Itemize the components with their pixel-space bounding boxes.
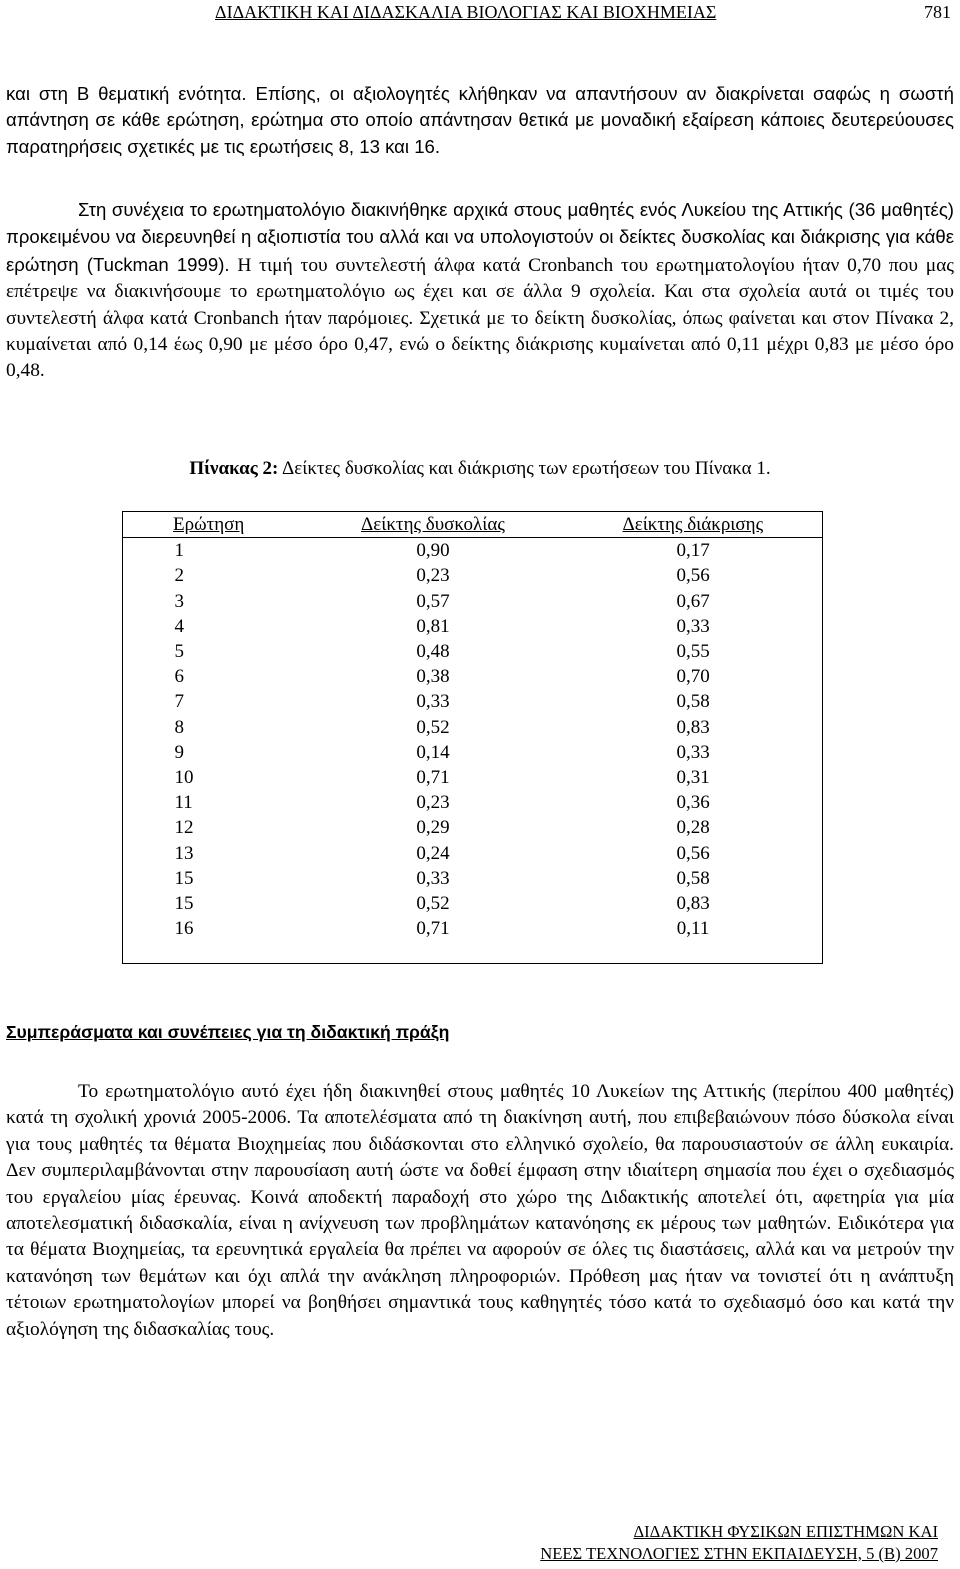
cell-difficulty: 0,48: [416, 641, 450, 663]
cell-discrimination: 0,56: [676, 842, 710, 864]
cell-discrimination: 0,33: [676, 741, 710, 763]
conclusions-heading: Συμπεράσματα και συνέπειες για τη διδακτική πράξη: [6, 1022, 450, 1042]
page-number: 781: [924, 2, 951, 22]
table-row: [123, 765, 823, 790]
table-row: [123, 840, 823, 865]
cell-question: 13: [174, 842, 194, 864]
cell-discrimination: 0,58: [676, 867, 710, 889]
cell-discrimination: 0,83: [676, 716, 710, 738]
cell-discrimination: 0,56: [676, 565, 710, 587]
cell-difficulty: 0,52: [416, 892, 450, 914]
cell-discrimination: 0,70: [676, 666, 710, 688]
table-row: [123, 589, 823, 614]
table-row: [123, 916, 823, 941]
table-header-row: [123, 512, 823, 538]
column-header-question: Ερώτηση: [123, 512, 303, 538]
table-body: [123, 538, 823, 942]
cell-question: 2: [174, 565, 184, 587]
running-header: [0, 0, 960, 30]
table-row: [123, 740, 823, 765]
cell-question: 11: [174, 792, 193, 814]
running-footer: [540, 1521, 938, 1565]
running-footer-line-1: ΔΙΔΑΚΤΙΚΗ ΦΥΣΙΚΩΝ ΕΠΙΣΤΗΜΩΝ ΚΑΙ: [633, 1522, 938, 1541]
cell-discrimination: 0,17: [676, 540, 710, 562]
indices-table: [122, 511, 823, 941]
cell-difficulty: 0,33: [416, 691, 450, 713]
cell-difficulty: 0,23: [416, 792, 450, 814]
cell-difficulty: 0,81: [416, 615, 450, 637]
cell-difficulty: 0,38: [416, 666, 450, 688]
cell-question: 8: [174, 716, 184, 738]
cell-question: 15: [174, 892, 194, 914]
cell-difficulty: 0,57: [416, 590, 450, 612]
cell-difficulty: 0,33: [416, 867, 450, 889]
cell-difficulty: 0,71: [416, 766, 450, 788]
column-header-discrimination: Δείκτης διάκρισης: [564, 512, 823, 538]
body-paragraph-2: [6, 197, 954, 385]
cell-discrimination: 0,36: [676, 792, 710, 814]
body-paragraph-1: και στη Β θεματική ενότητα. Επίσης, οι αξιολογητές κλήθηκαν να απαντήσουν αν διακρίνεται σαφώς η σωστή απάντηση σε κάθε ερώτηση, ερώτημα στο οποίο απάντησαν θετικά με μοναδική εξαίρεση κάποιες δευτερεύουσες παρατηρήσεις σχετικές με τις ερωτήσεις 8, 13 και 16.: [6, 83, 954, 157]
column-header-difficulty: Δείκτης δυσκολίας: [302, 512, 563, 538]
cell-question: 3: [174, 590, 184, 612]
table-row: [123, 614, 823, 639]
cell-discrimination: 0,28: [676, 817, 710, 839]
table-caption: [0, 458, 960, 480]
cell-question: 7: [174, 691, 184, 713]
running-footer-line-2: ΝΕΕΣ ΤΕΧΝΟΛΟΓΙΕΣ ΣΤΗΝ ΕΚΠΑΙΔΕΥΣΗ, 5 (Β) 2007: [540, 1544, 938, 1563]
cell-discrimination: 0,11: [676, 918, 710, 940]
cell-question: 9: [174, 741, 184, 763]
table-caption-text: Δείκτες δυσκολίας και διάκρισης των ερωτήσεων του Πίνακα 1.: [278, 458, 771, 479]
table-row: [123, 715, 823, 740]
table-row: [123, 538, 823, 564]
body-paragraph-2-sans-part: Στη συνέχεια το ερωτηματολόγιο διακινήθηκε αρχικά στους μαθητές ενός Λυκείου της Αττικής (36 μαθητές) προκειμένου να διερευνηθεί η αξιοπιστία του αλλά και να υπολογιστούν οι δείκτες δυσκολίας και διάκρισης για κάθε ερώτηση (Tuckman 1999).: [6, 199, 954, 275]
cell-difficulty: 0,29: [416, 817, 450, 839]
cell-question: 16: [174, 918, 194, 940]
cell-question: 6: [174, 666, 184, 688]
table-row: [123, 790, 823, 815]
cell-discrimination: 0,58: [676, 691, 710, 713]
cell-difficulty: 0,71: [416, 918, 450, 940]
cell-question: 15: [174, 867, 194, 889]
table-row: [123, 563, 823, 588]
cell-discrimination: 0,31: [676, 766, 710, 788]
table-row: [123, 639, 823, 664]
cell-question: 1: [174, 540, 184, 562]
cell-discrimination: 0,33: [676, 615, 710, 637]
table-row: [123, 891, 823, 916]
body-paragraph-2-serif-part: Η τιμή του συντελεστή άλφα κατά Cronbanch του ερωτηματολογίου ήταν 0,70 που μας επέτρεψε να διακινήσουμε το ερωτηματολόγιο ως έχει και σε άλλα 9 σχολεία. Και στα σχολεία αυτά οι τιμές του συντελεστή άλφα κατά Cronbanch ήταν παρόμοιες. Σχετικά με το δείκτη δυσκολίας, όπως φαίνεται και στον Πίνακα 2, κυμαίνεται από 0,14 έως 0,90 με μέσο όρο 0,47, ενώ ο δείκτης διάκρισης κυμαίνεται από 0,11 μέχρι 0,83 με μέσο όρο 0,48.: [6, 254, 954, 382]
running-header-title: ΔΙΔΑΚΤΙΚΗ ΚΑΙ ΔΙΔΑΣΚΑΛΙΑ ΒΙΟΛΟΓΙΑΣ ΚΑΙ ΒΙΟΧΗΜΕΙΑΣ: [215, 2, 717, 22]
cell-difficulty: 0,90: [416, 540, 450, 562]
cell-difficulty: 0,23: [416, 565, 450, 587]
cell-question: 4: [174, 615, 184, 637]
cell-difficulty: 0,24: [416, 842, 450, 864]
table-row: [123, 664, 823, 689]
table-row: [123, 815, 823, 840]
table-caption-label: Πίνακας 2:: [189, 458, 279, 479]
cell-discrimination: 0,55: [676, 641, 710, 663]
table-row: [123, 866, 823, 891]
cell-question: 12: [174, 817, 194, 839]
table-row: [123, 689, 823, 714]
cell-discrimination: 0,83: [676, 892, 710, 914]
cell-difficulty: 0,14: [416, 741, 450, 763]
cell-question: 5: [174, 641, 184, 663]
conclusions-paragraph: Το ερωτηματολόγιο αυτό έχει ήδη διακινηθεί στους μαθητές 10 Λυκείων της Αττικής (περίπου 400 μαθητές) κατά τη σχολική χρονιά 2005-2006. Τα αποτελέσματα από τη διακίνηση αυτή, που επιβεβαιώνουν πόσο δύσκολα είναι για τους μαθητές τα θέματα Βιοχημείας που διδάσκονται στο ελληνικό σχολείο, θα παρουσιαστούν σε άλλη ευκαιρία. Δεν συμπεριλαμβάνονται στην παρουσίαση αυτή ώστε να δοθεί έμφαση στην ιδιαίτερη σημασία που έχει ο σχεδιασμός του εργαλείου μίας έρευνας. Κοινά αποδεκτή παραδοχή στο χώρο της Διδακτικής αποτελεί ότι, αφετηρία για μία αποτελεσματική διδασκαλία, είναι η ανίχνευση των προβλημάτων κατανόησης εκ μέρους των μαθητών. Ειδικότερα για τα θέματα Βιοχημείας, τα ερευνητικά εργαλεία θα πρέπει να αφορούν σε όλες τις διαστάσεις, αλλά και να μετρούν την κατανόηση των θεμάτων και όχι απλά την ανάκληση πληροφοριών. Πρόθεση μας ήταν να τονιστεί ότι η ανάπτυξη τέτοιων ερωτηματολογίων μπορεί να βοηθήσει σημαντικά τους καθηγητές τόσο κατά το σχεδιασμό όσο και κατά την αξιολόγηση της διδασκαλίας τους.: [6, 1081, 954, 1340]
cell-discrimination: 0,67: [676, 590, 710, 612]
cell-difficulty: 0,52: [416, 716, 450, 738]
cell-question: 10: [174, 766, 194, 788]
